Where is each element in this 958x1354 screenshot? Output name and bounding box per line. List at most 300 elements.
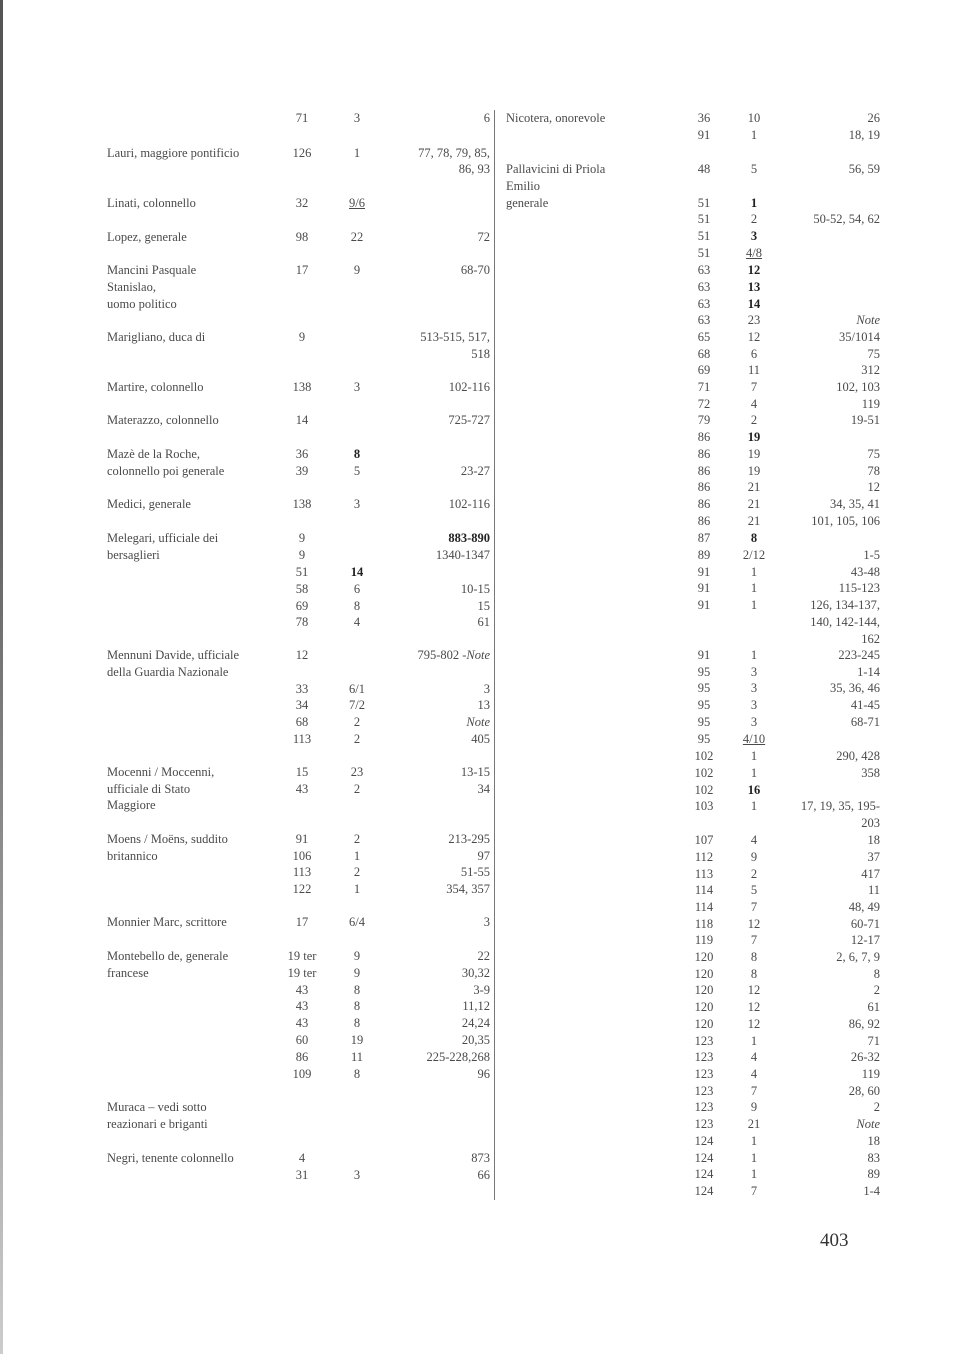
index-row	[506, 949, 881, 966]
index-row	[107, 864, 490, 881]
document-number: 1340-1347	[435, 548, 490, 562]
index-row	[107, 914, 490, 931]
volume-number: 95	[697, 715, 711, 729]
index-row	[107, 412, 490, 429]
index-row	[506, 127, 881, 144]
volume-number: 9	[298, 548, 306, 562]
document-number: 18	[867, 1134, 880, 1148]
fascicle-number: 6	[750, 347, 758, 361]
index-row	[506, 211, 881, 228]
index-row	[107, 982, 490, 999]
fascicle-number: 9	[750, 850, 758, 864]
fascicle-number: 11	[747, 363, 761, 377]
fascicle-number: 4	[353, 615, 361, 629]
volume-number: 79	[697, 413, 711, 427]
fascicle-number: 1	[353, 849, 361, 863]
index-row	[107, 229, 490, 246]
entry-name: Lopez, generale	[107, 230, 187, 244]
volume-number: 43	[295, 999, 309, 1013]
fascicle-number: 5	[750, 883, 758, 897]
volume-number: 69	[697, 363, 711, 377]
page-edge-shadow	[0, 0, 3, 1354]
document-number: 518	[471, 347, 490, 361]
volume-number: 87	[697, 531, 711, 545]
index-row	[506, 999, 881, 1016]
fascicle-number: 3	[750, 665, 758, 679]
index-row	[506, 647, 881, 664]
fascicle-number: 23	[747, 313, 761, 327]
volume-number: 86	[697, 497, 711, 511]
index-row	[506, 614, 881, 631]
volume-number: 126	[292, 146, 312, 160]
entry-name: Mancini Pasquale	[107, 263, 197, 277]
document-number: 66	[477, 1168, 490, 1182]
fascicle-number: 8	[750, 967, 758, 981]
volume-number: 106	[292, 849, 312, 863]
index-row	[506, 110, 881, 127]
fascicle-number: 14	[747, 297, 761, 311]
entry-name: Moens / Moëns, suddito	[107, 832, 228, 846]
entry-name: della Guardia Nazionale	[107, 665, 229, 679]
fascicle-number: 1	[353, 882, 361, 896]
fascicle-number: 9	[353, 949, 361, 963]
entry-name: Medici, generale	[107, 497, 191, 511]
document-number: 1-14	[857, 665, 880, 679]
entry-name: bersaglieri	[107, 548, 160, 562]
index-row	[107, 379, 490, 396]
volume-number: 72	[697, 397, 711, 411]
index-row	[506, 1183, 881, 1200]
index-row	[506, 262, 881, 279]
entry-name: ufficiale di Stato	[107, 782, 191, 796]
document-number: 883-890	[448, 531, 490, 545]
document-number: 2	[873, 1100, 880, 1114]
volume-number: 4	[298, 1151, 306, 1165]
index-row	[506, 312, 881, 329]
document-number: 2, 6, 7, 9	[836, 950, 880, 964]
fascicle-number: 12	[747, 983, 761, 997]
index-row	[506, 379, 881, 396]
fascicle-number: 19	[747, 430, 761, 444]
document-number: 60-71	[850, 917, 880, 931]
document-number: 78	[867, 464, 880, 478]
fascicle-number: 3	[750, 715, 758, 729]
index-row	[506, 346, 881, 363]
document-number: 115-123	[838, 581, 880, 595]
volume-number: 17	[295, 915, 309, 929]
fascicle-number: 5	[750, 162, 758, 176]
fascicle-number: 1	[750, 1151, 758, 1165]
column-divider	[494, 110, 495, 1200]
volume-number: 123	[694, 1117, 714, 1131]
fascicle-number: 1	[750, 766, 758, 780]
document-number: 41-45	[850, 698, 880, 712]
document-number: 290, 428	[836, 749, 880, 763]
document-number: 2	[873, 983, 880, 997]
index-row	[107, 848, 490, 865]
document-number: 34, 35, 41	[830, 497, 880, 511]
volume-number: 113	[292, 732, 312, 746]
volume-number: 91	[697, 565, 711, 579]
volume-number: 86	[295, 1050, 309, 1064]
volume-number: 51	[295, 565, 309, 579]
volume-number: 34	[295, 698, 309, 712]
document-number: 72	[477, 230, 490, 244]
document-number: 213-295	[448, 832, 490, 846]
fascicle-number: 2/12	[742, 548, 766, 562]
entry-name: Pallavicini di Priola	[506, 162, 606, 176]
index-row	[506, 1133, 881, 1150]
entry-name: britannico	[107, 849, 158, 863]
entry-name: Monnier Marc, scrittore	[107, 915, 227, 929]
volume-number: 102	[694, 766, 714, 780]
fascicle-number: 3	[750, 681, 758, 695]
volume-number: 123	[694, 1050, 714, 1064]
volume-number: 120	[694, 967, 714, 981]
volume-number: 120	[694, 983, 714, 997]
index-row	[506, 932, 881, 949]
volume-number: 102	[694, 749, 714, 763]
fascicle-number: 8	[750, 531, 758, 545]
volume-number: 123	[694, 1067, 714, 1081]
index-row	[506, 798, 881, 815]
entry-name: colonnello poi generale	[107, 464, 225, 478]
document-number: 26-32	[850, 1050, 880, 1064]
document-number: 13	[477, 698, 490, 712]
document-number: 10-15	[460, 582, 490, 596]
volume-number: 103	[694, 799, 714, 813]
fascicle-number: 11	[350, 1050, 364, 1064]
fascicle-number: 1	[750, 648, 758, 662]
index-row	[506, 178, 881, 195]
index-row	[506, 1150, 881, 1167]
fascicle-number: 9/6	[349, 196, 365, 210]
volume-number: 15	[295, 765, 309, 779]
index-row	[107, 463, 490, 480]
fascicle-number: 1	[750, 128, 758, 142]
page-number: 403	[820, 1230, 849, 1251]
document-number: 119	[861, 1067, 880, 1081]
document-number: 68-70	[460, 263, 490, 277]
fascicle-number: 4	[750, 1050, 758, 1064]
fascicle-number: 7	[750, 900, 758, 914]
document-number: 11,12	[462, 999, 490, 1013]
document-number: 68-71	[850, 715, 880, 729]
index-row	[107, 714, 490, 731]
fascicle-number: 4	[750, 397, 758, 411]
volume-number: 63	[697, 280, 711, 294]
index-row	[506, 396, 881, 413]
document-number: 86, 92	[848, 1017, 880, 1031]
volume-number: 118	[694, 917, 714, 931]
document-number: 61	[477, 615, 490, 629]
fascicle-number: 13	[747, 280, 761, 294]
fascicle-number: 7/2	[349, 698, 365, 712]
volume-number: 71	[295, 111, 309, 125]
volume-number: 138	[292, 380, 312, 394]
index-row	[107, 1066, 490, 1083]
volume-number: 58	[295, 582, 309, 596]
fascicle-number: 1	[750, 1034, 758, 1048]
fascicle-number: 9	[750, 1100, 758, 1114]
fascicle-number: 6/1	[349, 682, 365, 696]
fascicle-number: 3	[353, 497, 361, 511]
document-number: 43-48	[850, 565, 880, 579]
fascicle-number: 19	[350, 1033, 364, 1047]
index-row	[107, 965, 490, 982]
entry-name: Lauri, maggiore pontificio	[107, 146, 240, 160]
fascicle-number: 12	[747, 263, 761, 277]
document-number: 20,35	[461, 1033, 490, 1047]
fascicle-number: 3	[353, 1168, 361, 1182]
volume-number: 86	[697, 447, 711, 461]
document-number: 6	[483, 111, 490, 125]
document-number: 86, 93	[458, 162, 490, 176]
index-row	[506, 748, 881, 765]
index-row	[506, 849, 881, 866]
volume-number: 95	[697, 698, 711, 712]
index-row	[107, 296, 487, 313]
index-row	[506, 1049, 881, 1066]
index-row	[506, 899, 881, 916]
entry-name: Linati, colonnello	[107, 196, 196, 210]
index-row	[506, 580, 881, 597]
volume-number: 51	[697, 212, 711, 226]
document-number: 26	[867, 111, 880, 125]
fascicle-number: 3	[750, 698, 758, 712]
index-row	[107, 1032, 490, 1049]
volume-number: 36	[697, 111, 711, 125]
index-row	[107, 1099, 487, 1116]
index-row	[107, 731, 490, 748]
document-number: 15	[477, 599, 490, 613]
volume-number: 123	[694, 1084, 714, 1098]
index-row	[506, 765, 881, 782]
entry-name: uomo politico	[107, 297, 177, 311]
index-row	[506, 882, 881, 899]
volume-number: 63	[697, 297, 711, 311]
fascicle-number: 1	[750, 1134, 758, 1148]
document-number: 18	[867, 833, 880, 847]
volume-number: 69	[295, 599, 309, 613]
index-row	[107, 781, 490, 798]
volume-number: 107	[694, 833, 714, 847]
document-number: 358	[861, 766, 880, 780]
index-row	[506, 195, 881, 212]
volume-number: 91	[697, 648, 711, 662]
fascicle-number: 7	[750, 1184, 758, 1198]
volume-number: 43	[295, 983, 309, 997]
fascicle-number: 1	[750, 565, 758, 579]
document-number: 3	[483, 915, 490, 929]
volume-number: 65	[697, 330, 711, 344]
fascicle-number: 2	[750, 413, 758, 427]
fascicle-number: 7	[750, 1084, 758, 1098]
volume-number: 91	[697, 598, 711, 612]
volume-number: 86	[697, 464, 711, 478]
fascicle-number: 3	[750, 229, 758, 243]
index-row	[107, 614, 490, 631]
fascicle-number: 23	[350, 765, 364, 779]
index-row	[107, 598, 490, 615]
index-row	[107, 279, 487, 296]
volume-number: 119	[694, 933, 714, 947]
document-number: 140, 142-144,	[810, 615, 880, 629]
index-row	[107, 530, 490, 547]
index-row	[107, 831, 490, 848]
document-number: 8	[873, 967, 880, 981]
volume-number: 123	[694, 1100, 714, 1114]
entry-name: Emilio	[506, 179, 541, 193]
fascicle-number: 12	[747, 1017, 761, 1031]
volume-number: 9	[298, 531, 306, 545]
fascicle-number: 8	[353, 1016, 361, 1030]
fascicle-number: 2	[353, 715, 361, 729]
volume-number: 14	[295, 413, 309, 427]
volume-number: 48	[697, 162, 711, 176]
fascicle-number: 3	[353, 111, 361, 125]
fascicle-number: 4	[750, 833, 758, 847]
index-row	[107, 346, 490, 363]
index-row	[506, 513, 881, 530]
index-row	[107, 161, 490, 178]
index-row	[506, 680, 881, 697]
index-row	[506, 714, 881, 731]
volume-number: 86	[697, 480, 711, 494]
entry-name: Montebello de, generale	[107, 949, 229, 963]
index-row	[107, 547, 490, 564]
volume-number: 68	[295, 715, 309, 729]
index-row	[506, 245, 881, 262]
entry-name: Stanislao,	[107, 280, 156, 294]
fascicle-number: 4/10	[742, 732, 766, 746]
volume-number: 109	[292, 1067, 312, 1081]
index-row	[107, 1015, 490, 1032]
fascicle-number: 2	[353, 865, 361, 879]
document-number: 37	[867, 850, 880, 864]
entry-name: Mocenni / Moccenni,	[107, 765, 215, 779]
document-number: 89	[867, 1167, 880, 1181]
document-number: 11	[867, 883, 880, 897]
volume-number: 51	[697, 229, 711, 243]
document-number: 203	[861, 816, 880, 830]
index-row	[107, 764, 490, 781]
document-number: Note	[856, 1117, 880, 1131]
volume-number: 112	[694, 850, 714, 864]
index-row	[506, 429, 881, 446]
note-marker: Note	[466, 648, 490, 662]
document-number: Note	[856, 313, 880, 327]
fascicle-number: 8	[353, 999, 361, 1013]
volume-number: 63	[697, 263, 711, 277]
fascicle-number: 16	[747, 783, 761, 797]
document-number: 23-27	[460, 464, 490, 478]
index-row	[107, 1150, 490, 1167]
volume-number: 51	[697, 246, 711, 260]
fascicle-number: 6/4	[349, 915, 365, 929]
document-number: 225-228,268	[426, 1050, 490, 1064]
volume-number: 124	[694, 1151, 714, 1165]
document-number: 126, 134-137,	[810, 598, 880, 612]
volume-number: 68	[697, 347, 711, 361]
index-row	[506, 1066, 881, 1083]
volume-number: 114	[694, 900, 714, 914]
index-row	[506, 866, 881, 883]
fascicle-number: 8	[353, 983, 361, 997]
fascicle-number: 8	[353, 599, 361, 613]
entry-name: Martire, colonnello	[107, 380, 204, 394]
volume-number: 86	[697, 430, 711, 444]
document-number: 312	[861, 363, 880, 377]
document-number: 96	[477, 1067, 490, 1081]
document-number: 513-515, 517,	[420, 330, 490, 344]
fascicle-number: 19	[747, 464, 761, 478]
fascicle-number: 9	[353, 263, 361, 277]
document-number: Note	[466, 715, 490, 729]
volume-number: 12	[295, 648, 309, 662]
volume-number: 36	[295, 447, 309, 461]
fascicle-number: 19	[747, 447, 761, 461]
fascicle-number: 4	[750, 1067, 758, 1081]
index-row	[506, 463, 881, 480]
fascicle-number: 1	[750, 749, 758, 763]
volume-number: 124	[694, 1184, 714, 1198]
fascicle-number: 12	[747, 1000, 761, 1014]
fascicle-number: 7	[750, 380, 758, 394]
volume-number: 102	[694, 783, 714, 797]
entry-name: Marigliano, duca di	[107, 330, 206, 344]
index-row	[107, 581, 490, 598]
entry-name: Melegari, ufficiale dei	[107, 531, 219, 545]
document-number: 56, 59	[848, 162, 880, 176]
entry-name: Mazè de la Roche,	[107, 447, 201, 461]
volume-number: 91	[295, 832, 309, 846]
document-number: 77, 78, 79, 85,	[418, 146, 490, 160]
document-number: 119	[861, 397, 880, 411]
document-number: 162	[861, 632, 880, 646]
entry-name: Mennuni Davide, ufficiale	[107, 648, 240, 662]
fascicle-number: 1	[750, 581, 758, 595]
index-row	[506, 966, 881, 983]
fascicle-number: 1	[750, 196, 758, 210]
index-row	[107, 446, 487, 463]
volume-number: 60	[295, 1033, 309, 1047]
volume-number: 120	[694, 950, 714, 964]
fascicle-number: 1	[750, 1167, 758, 1181]
volume-number: 114	[694, 883, 714, 897]
volume-number: 122	[292, 882, 312, 896]
volume-number: 124	[694, 1167, 714, 1181]
document-number: 18, 19	[848, 128, 880, 142]
index-row	[506, 1083, 881, 1100]
entry-name: Materazzo, colonnello	[107, 413, 219, 427]
document-number: 35/1014	[839, 330, 880, 344]
volume-number: 138	[292, 497, 312, 511]
fascicle-number: 1	[353, 146, 361, 160]
fascicle-number: 22	[350, 230, 364, 244]
document-number: 22	[477, 949, 490, 963]
volume-number: 91	[697, 128, 711, 142]
document-number: 17, 19, 35, 195-	[800, 799, 880, 813]
document-number: 75	[867, 347, 880, 361]
index-row	[506, 731, 881, 748]
fascicle-number: 1	[750, 799, 758, 813]
document-number: 223-245	[838, 648, 880, 662]
index-row	[506, 412, 881, 429]
index-row	[506, 446, 881, 463]
volume-number: 98	[295, 230, 309, 244]
fascicle-number: 8	[750, 950, 758, 964]
